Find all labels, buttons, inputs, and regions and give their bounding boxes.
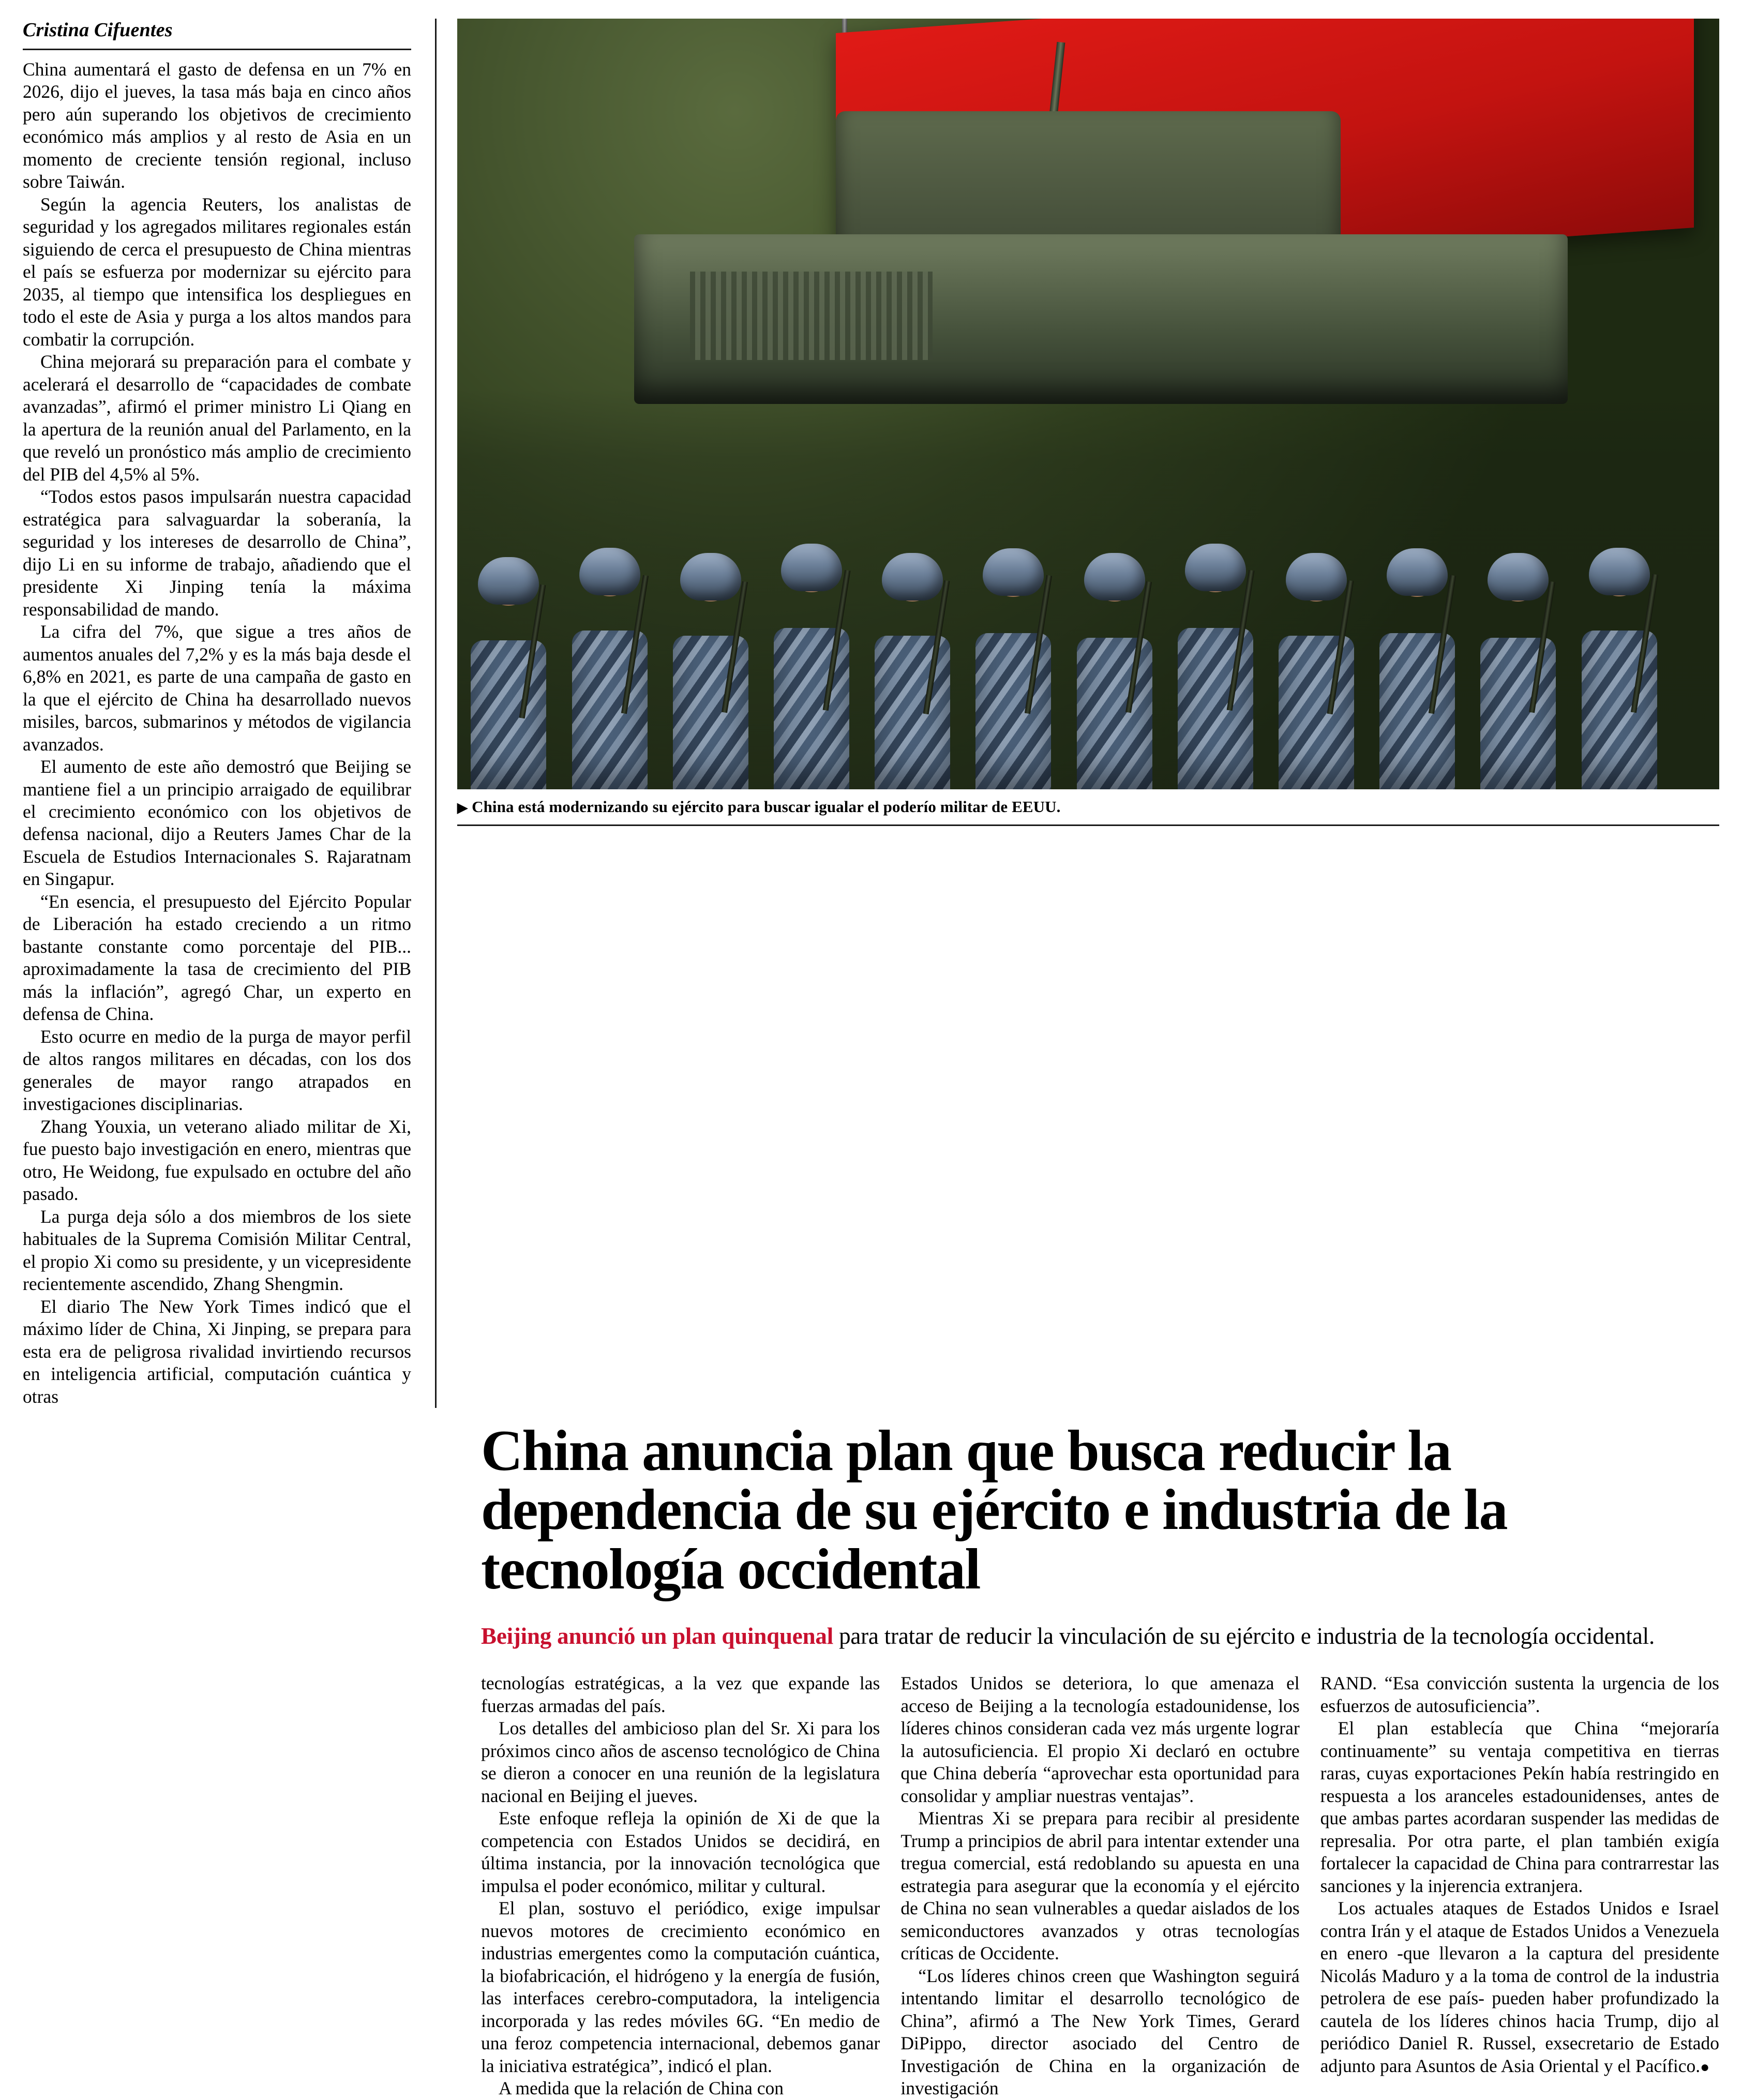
standfirst-lede: Beijing anunció un plan quinquenal	[481, 1623, 834, 1649]
paragraph: A medida que la relación de China con	[499, 2078, 784, 2099]
paragraph: Según la agencia Reuters, los analistas de seguridad y los agregados militares regionales están siguiendo de cerca el presupuesto de China mientras el país se esfuerza por modernizar su ejército para 2035, al tiempo que intensifica los despliegues en todo el este de Asia y purga a los altos mandos para combatir la corrupción.	[23, 193, 411, 350]
paragraph: El diario The New York Times indicó que el máximo líder de China, Xi Jinping, se prepara para esta era de peligrosa rivalidad invirtiendo recursos en inteligencia artificial, computación cuántica y otras	[23, 1296, 411, 1407]
left-sidebar-story	[23, 19, 437, 1408]
paragraph: Los detalles del ambicioso plan del Sr. Xi para los próximos cinco años de ascenso tecnológico de China se dieron a conocer en una reunión de la legislatura nacional en Beijing el jueves.	[481, 1718, 880, 1806]
soldier-helmet	[1286, 553, 1347, 601]
paragraph: tecnologías estratégicas, a la vez que expande las fuerzas armadas del país.	[481, 1673, 880, 1716]
paragraph: Estados Unidos se deteriora, lo que amenaza el acceso de Beijing a la tecnología estadounidense, los líderes chinos consideran cada vez más urgente lograr la autosuficiencia. El propio Xi declaró en octubre que China debería “aprovechar esta oportunidad para consolidar y ampliar nuestras ventajas”.	[900, 1673, 1300, 1806]
body-column-2	[900, 1672, 1299, 2099]
soldier-helmet	[1387, 548, 1448, 596]
soldier-body	[1077, 638, 1152, 789]
paragraph: China aumentará el gasto de defensa en un 7% en 2026, dijo el jueves, la tasa más baja en cinco años pero aún superando los objetivos de crecimiento económico más amplios y al resto de Asia en un momento de creciente tensión regional, incluso sobre Taiwán.	[23, 59, 411, 192]
caption-marker-icon: ▶	[457, 800, 468, 815]
page-title: China anuncia plan que busca reducir la dependencia de su ejército e industria de la tecnología occidental	[481, 1419, 1507, 1601]
soldier-figure	[1479, 553, 1557, 789]
soldier-body	[1582, 631, 1657, 789]
soldier-helmet	[882, 553, 943, 601]
paragraph	[1320, 1897, 1719, 2077]
soldier-helmet	[1488, 553, 1549, 601]
chinese-military-parade-photo	[457, 19, 1719, 789]
soldier-ranks	[457, 388, 1719, 789]
body-column-1	[481, 1672, 880, 2099]
soldier-helmet	[1185, 544, 1246, 591]
soldier-helmet	[680, 553, 741, 601]
soldier-body	[471, 640, 546, 789]
paragraph: “En esencia, el presupuesto del Ejército Popular de Liberación ha estado creciendo a un ritmo bastante constante como porcentaje del PIB... aproximadamente la tasa de crecimiento del PIB más la inflación”, agregó Char, un experto en defensa de China.	[23, 891, 411, 1025]
soldier-body	[875, 636, 950, 789]
headline-block	[460, 1421, 1719, 1651]
soldier-figure	[1278, 553, 1355, 789]
paragraph: “Los líderes chinos creen que Washington seguirá intentando limitar el desarrollo tecnológico de China”, afirmó a The New York Times, Gerard DiPippo, director asociado del Centro de Investigación de China en la organización de investigación	[900, 1965, 1300, 2099]
soldier-body	[1480, 638, 1556, 789]
soldier-helmet	[1589, 548, 1650, 595]
soldier-helmet	[983, 548, 1044, 596]
soldier-body	[1178, 628, 1253, 789]
soldier-body	[975, 633, 1051, 789]
paragraph: Mientras Xi se prepara para recibir al presidente Trump a principios de abril para intentar extender una tregua comercial, está redoblando su apuesta en una estrategia para asegurar que la economía y el ejército de China no sean vulnerables a quedar aislados de los semiconductores avanzados y otras tecnologías críticas de Occidente.	[900, 1808, 1300, 1964]
paragraph: “Todos estos pasos impulsarán nuestra capacidad estratégica para salvaguardar la soberanía, la seguridad y los intereses de desarrollo de China”, dijo Li en su informe de trabajo, añadiendo que el presidente Xi Jinping tenía la máxima responsabilidad de mando.	[23, 486, 411, 620]
tank-hull-shape	[634, 234, 1568, 404]
soldier-figure	[672, 553, 749, 789]
byline: Cristina Cifuentes	[23, 19, 411, 50]
soldier-body	[1279, 636, 1354, 789]
paragraph-text: Los actuales ataques de Estados Unidos e Israel contra Irán y el ataque de Estados Unidos a Venezuela en enero -que llevaron a la captura del presidente Nicolás Maduro y a la toma de control de la industria petrolera de ese país- pueden haber profundizado la cautela de los líderes chinos hacia Trump, dijo al periódico Daniel R. Russel, exsecretario de Estado adjunto para Asuntos de Asia Oriental y el Pacífico.	[1320, 1898, 1719, 2076]
paragraph: El plan, sostuvo el periódico, exige impulsar nuevos motores de crecimiento económico en industrias emergentes como la computación cuántica, la biofabricación, el hidrógeno y la energía de fusión, las interfaces cerebro-computadora, la inteligencia incorporada y las redes móviles 6G. “En medio de una feroz competencia internacional, debemos ganar la iniciativa estratégica”, indicó el plan.	[481, 1898, 880, 2076]
soldier-figure	[1378, 549, 1456, 789]
body-column-3	[1320, 1672, 1719, 2099]
sidebar-body-text	[23, 58, 411, 1408]
paragraph: La cifra del 7%, que sigue a tres años de aumentos anuales del 7,2% y es la más baja desde el 6,8% en 2021, es parte de una campaña de gasto en la que el ejército de China ha desarrollado nuevos misiles, barcos, submarinos y métodos de vigilancia avanzados.	[23, 621, 411, 755]
paragraph: El aumento de este año demostró que Beijing se mantiene fiel a un principio arraigado de equilibrar el crecimiento económico con los objetivos de defensa nacional, dijo a Reuters James Char de la Escuela de Estudios Internacionales S. Rajaratnam en Singapur.	[23, 756, 411, 890]
soldier-body	[774, 628, 849, 789]
paragraph: La purga deja sólo a dos miembros de los siete habituales de la Suprema Comisión Militar Central, el propio Xi como su presidente, y un vicepresidente recientemente ascendido, Zhang Shengmin.	[23, 1206, 411, 1295]
soldier-figure	[1076, 553, 1153, 789]
soldier-helmet	[579, 548, 640, 595]
photo-caption	[457, 798, 1719, 826]
paragraph: China mejorará su preparación para el combate y acelerará el desarrollo de “capacidades de combate avanzadas”, afirmó el primer ministro Li Qiang en la apertura de la reunión anual del Parlamento, en la que reveló un pronóstico más amplio de crecimiento del PIB del 4,5% al 5%.	[23, 351, 411, 485]
soldier-figure	[974, 549, 1052, 789]
caption-text: China está modernizando su ejército para buscar igualar el poderío militar de EEUU.	[472, 798, 1061, 816]
end-mark: ●	[1700, 2058, 1710, 2076]
standfirst-rest: para tratar de reducir la vinculación de su ejército e industria de la tecnología occidental.	[833, 1623, 1655, 1649]
soldier-figure	[1581, 549, 1658, 789]
photo-column	[437, 19, 1719, 826]
paragraph: Este enfoque refleja la opinión de Xi de que la competencia con Estados Unidos se decidirá, en última instancia, por la innovación tecnológica que impulsa el poder económico, militar y cultural.	[481, 1808, 880, 1896]
paragraph: RAND. “Esa convicción sustenta la urgencia de los esfuerzos de autosuficiencia”.	[1320, 1673, 1719, 1716]
soldier-figure	[874, 553, 951, 789]
top-section	[23, 19, 1719, 1408]
soldier-helmet	[1084, 553, 1145, 601]
paragraph: Esto ocurre en medio de la purga de mayor perfil de altos rangos militares en décadas, con los dos generales de mayor rango atrapados en investigaciones disciplinarias.	[23, 1026, 411, 1115]
paragraph: Zhang Youxia, un veterano aliado militar de Xi, fue puesto bajo investigación en enero, mientras que otro, He Weidong, fue expulsado en octubre del año pasado.	[23, 1116, 411, 1205]
standfirst	[481, 1622, 1719, 1651]
soldier-figure	[1177, 545, 1254, 789]
soldier-figure	[571, 549, 649, 789]
article-body	[460, 1672, 1719, 2099]
soldier-helmet	[478, 557, 539, 605]
soldier-figure	[470, 557, 547, 789]
soldier-body	[1379, 633, 1455, 789]
paragraph: El plan establecía que China “mejoraría continuamente” su ventaja competitiva en tierras raras, cuyas exportaciones Pekín había restringido en respuesta a los aranceles estadounidenses, antes de que ambas partes acordaran suspender las medidas de represalia. Por otra parte, el plan también exigía fortalecer la capacidad de China para contrarrestar las sanciones y la injerencia extranjera.	[1320, 1718, 1719, 1896]
soldier-body	[673, 636, 748, 789]
soldier-helmet	[781, 544, 842, 591]
soldier-figure	[773, 545, 850, 789]
